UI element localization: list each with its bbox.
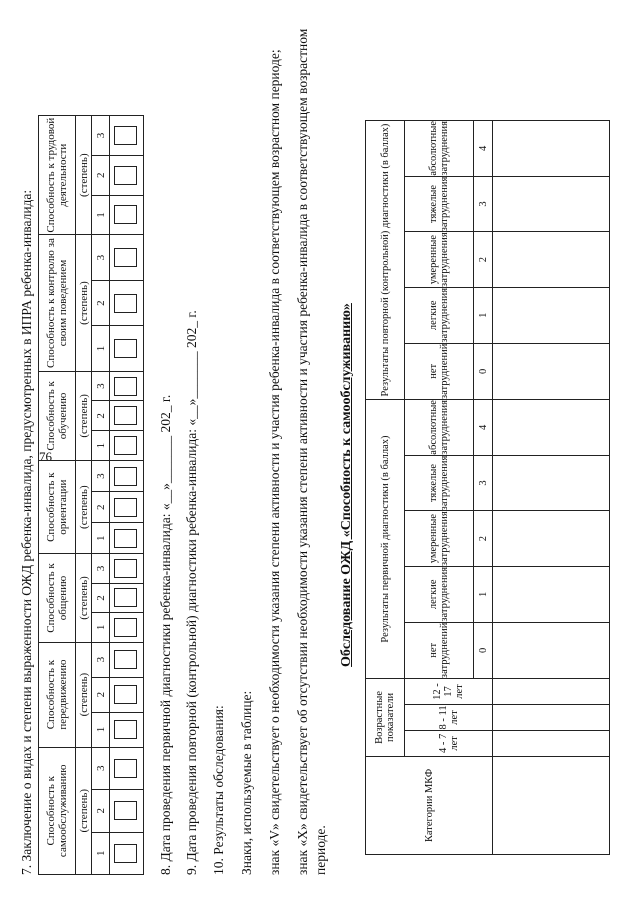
- degree-number: 3: [92, 235, 110, 280]
- primary-score-label: нет затруднений: [405, 622, 474, 678]
- repeat-score-label: тяжелые затруднения: [405, 176, 474, 232]
- signs-intro: Знаки, используемые в таблице:: [239, 690, 254, 875]
- degree-number: 2: [92, 155, 110, 195]
- ability-header: Способность к передвижению: [39, 642, 76, 747]
- degree-checkbox-cell: [110, 326, 144, 371]
- degree-checkbox-cell: [110, 613, 144, 642]
- degree-number: 2: [92, 677, 110, 712]
- primary-score-label: тяжелые затруднения: [405, 455, 474, 511]
- degree-checkbox-cell: [110, 195, 144, 235]
- sign-v-description: знак «V» свидетельствует о необходимости указания степени активности и участия ребенка-инвалида в соответствующем возрастном периоде;: [267, 49, 282, 875]
- degree-checkbox[interactable]: [114, 294, 137, 313]
- sign-x-description-cont: периоде.: [313, 825, 328, 875]
- repeat-score-value: 0: [474, 343, 493, 399]
- degree-checkbox-cell: [110, 832, 144, 874]
- degree-label: (степень): [76, 747, 92, 874]
- document-body: [18, 28, 610, 875]
- degree-number: 1: [92, 326, 110, 371]
- empty-cell: [493, 705, 610, 731]
- degree-number: 3: [92, 461, 110, 492]
- degree-number: 1: [92, 523, 110, 554]
- disability-conclusion-table: [38, 115, 144, 875]
- repeat-score-label: легкие затруднения: [405, 287, 474, 343]
- ability-header: Способность к ориентации: [39, 461, 76, 554]
- rotated-page-content: [0, 28, 610, 905]
- degree-checkbox[interactable]: [114, 166, 137, 185]
- degree-checkbox[interactable]: [114, 759, 137, 778]
- degree-number: 2: [92, 492, 110, 523]
- empty-cell: [493, 287, 610, 343]
- empty-cell: [493, 232, 610, 288]
- repeat-score-label: умеренные затруднения: [405, 232, 474, 288]
- icf-category-header: Категории МКФ: [366, 756, 493, 854]
- repeat-score-value: 4: [474, 121, 493, 177]
- primary-score-value: 4: [474, 400, 493, 456]
- degree-label: (степень): [76, 642, 92, 747]
- age-cell: 12 - 17 лет: [405, 679, 493, 705]
- ability-header: Способность к обучению: [39, 371, 76, 460]
- degree-checkbox-cell: [110, 116, 144, 156]
- degree-checkbox-cell: [110, 712, 144, 747]
- primary-score-label: абсолютные затруднения: [405, 400, 474, 456]
- repeat-diagnostic-date: 9. Дата проведения повторной (контрольной) диагностики ребенка-инвалида: «__»_______ 202_ г.: [184, 310, 199, 875]
- degree-checkbox[interactable]: [114, 529, 137, 548]
- degree-checkbox-cell: [110, 280, 144, 325]
- degree-number: 2: [92, 583, 110, 612]
- degree-checkbox[interactable]: [114, 588, 137, 607]
- self-care-results-table: [365, 120, 610, 855]
- empty-cell: [493, 121, 610, 177]
- degree-checkbox-cell: [110, 492, 144, 523]
- degree-number: 1: [92, 431, 110, 461]
- ability-header: Способность к контролю за своим поведением: [39, 235, 76, 371]
- primary-results-header: Результаты первичной диагностики (в баллах): [366, 400, 405, 679]
- degree-label: (степень): [76, 554, 92, 642]
- degree-number: 3: [92, 371, 110, 401]
- degree-label: (степень): [76, 116, 92, 235]
- age-cell: 4 - 7 лет: [405, 730, 493, 756]
- repeat-score-label: абсолютные затруднения: [405, 121, 474, 177]
- primary-score-value: 3: [474, 455, 493, 511]
- degree-checkbox-cell: [110, 235, 144, 280]
- degree-checkbox[interactable]: [114, 559, 137, 578]
- degree-checkbox-cell: [110, 523, 144, 554]
- repeat-score-label: нет затруднений: [405, 343, 474, 399]
- degree-label: (степень): [76, 371, 92, 460]
- repeat-results-header: Результаты повторной (контрольной) диагностики (в баллах): [366, 121, 405, 400]
- degree-checkbox-cell: [110, 677, 144, 712]
- degree-checkbox-cell: [110, 790, 144, 832]
- degree-checkbox[interactable]: [114, 844, 137, 863]
- sign-x-description: знак «X» свидетельствует об отсутствии необходимости указания степени активности и участия ребенка-инвалида в соответствующем возрастном: [295, 28, 310, 875]
- degree-checkbox[interactable]: [114, 498, 137, 517]
- empty-cell: [493, 622, 610, 678]
- empty-cell: [493, 455, 610, 511]
- empty-cell: [493, 679, 610, 705]
- section-7-title: 7. Заключение о видах и степени выраженности ОЖД ребенка-инвалида, предусмотренных в ИПРА ребенка-инвалида:: [19, 189, 34, 875]
- degree-checkbox[interactable]: [114, 406, 137, 425]
- degree-checkbox-cell: [110, 583, 144, 612]
- primary-score-label: умеренные затруднения: [405, 511, 474, 567]
- degree-number: 2: [92, 790, 110, 832]
- self-care-exam-heading: Обследование ОЖД «Способность к самообслуживанию»: [339, 303, 354, 667]
- primary-score-value: 2: [474, 511, 493, 567]
- degree-checkbox-cell: [110, 431, 144, 461]
- ability-header: Способность к трудовой деятельности: [39, 116, 76, 235]
- empty-cell: [493, 566, 610, 622]
- empty-cell: [493, 176, 610, 232]
- section-10-title: 10. Результаты обследования:: [211, 705, 226, 875]
- empty-cell: [493, 730, 610, 756]
- degree-checkbox[interactable]: [114, 720, 137, 739]
- degree-checkbox-cell: [110, 371, 144, 401]
- degree-checkbox[interactable]: [114, 650, 137, 669]
- age-cell: 8 - 11 лет: [405, 705, 493, 731]
- degree-number: 3: [92, 116, 110, 156]
- repeat-score-value: 1: [474, 287, 493, 343]
- repeat-score-value: 3: [474, 176, 493, 232]
- degree-label: (степень): [76, 461, 92, 554]
- degree-number: 2: [92, 280, 110, 325]
- repeat-score-value: 2: [474, 232, 493, 288]
- degree-checkbox-cell: [110, 401, 144, 431]
- degree-checkbox[interactable]: [114, 126, 137, 145]
- age-indicators-header: Возрастные показатели: [366, 679, 405, 757]
- degree-label: (степень): [76, 235, 92, 371]
- primary-score-label: легкие затруднения: [405, 566, 474, 622]
- ability-header: Способность к самообслуживанию: [39, 747, 76, 874]
- degree-checkbox[interactable]: [114, 248, 137, 267]
- primary-diagnostic-date: 8. Дата проведения первичной диагностики ребенка-инвалида: «__»_______ 202_ г.: [158, 394, 173, 875]
- degree-checkbox[interactable]: [114, 801, 137, 820]
- degree-checkbox[interactable]: [114, 377, 137, 396]
- degree-checkbox[interactable]: [114, 467, 137, 486]
- degree-checkbox-cell: [110, 461, 144, 492]
- degree-checkbox-cell: [110, 554, 144, 583]
- primary-score-value: 0: [474, 622, 493, 678]
- degree-number: 1: [92, 712, 110, 747]
- degree-checkbox-cell: [110, 155, 144, 195]
- icf-category-cell: [493, 756, 610, 854]
- degree-number: 1: [92, 832, 110, 874]
- ability-header: Способность к общению: [39, 554, 76, 642]
- degree-checkbox-cell: [110, 642, 144, 677]
- degree-number: 1: [92, 613, 110, 642]
- empty-cell: [493, 400, 610, 456]
- page-number: 76: [39, 449, 52, 464]
- degree-number: 3: [92, 554, 110, 583]
- degree-number: 3: [92, 642, 110, 677]
- degree-number: 3: [92, 747, 110, 790]
- degree-number: 1: [92, 195, 110, 235]
- primary-score-value: 1: [474, 566, 493, 622]
- degree-checkbox[interactable]: [114, 618, 137, 637]
- empty-cell: [493, 511, 610, 567]
- degree-checkbox[interactable]: [114, 206, 137, 225]
- empty-cell: [493, 343, 610, 399]
- degree-checkbox[interactable]: [114, 685, 137, 704]
- degree-checkbox[interactable]: [114, 339, 137, 358]
- degree-number: 2: [92, 401, 110, 431]
- degree-checkbox-cell: [110, 747, 144, 790]
- degree-checkbox[interactable]: [114, 436, 137, 455]
